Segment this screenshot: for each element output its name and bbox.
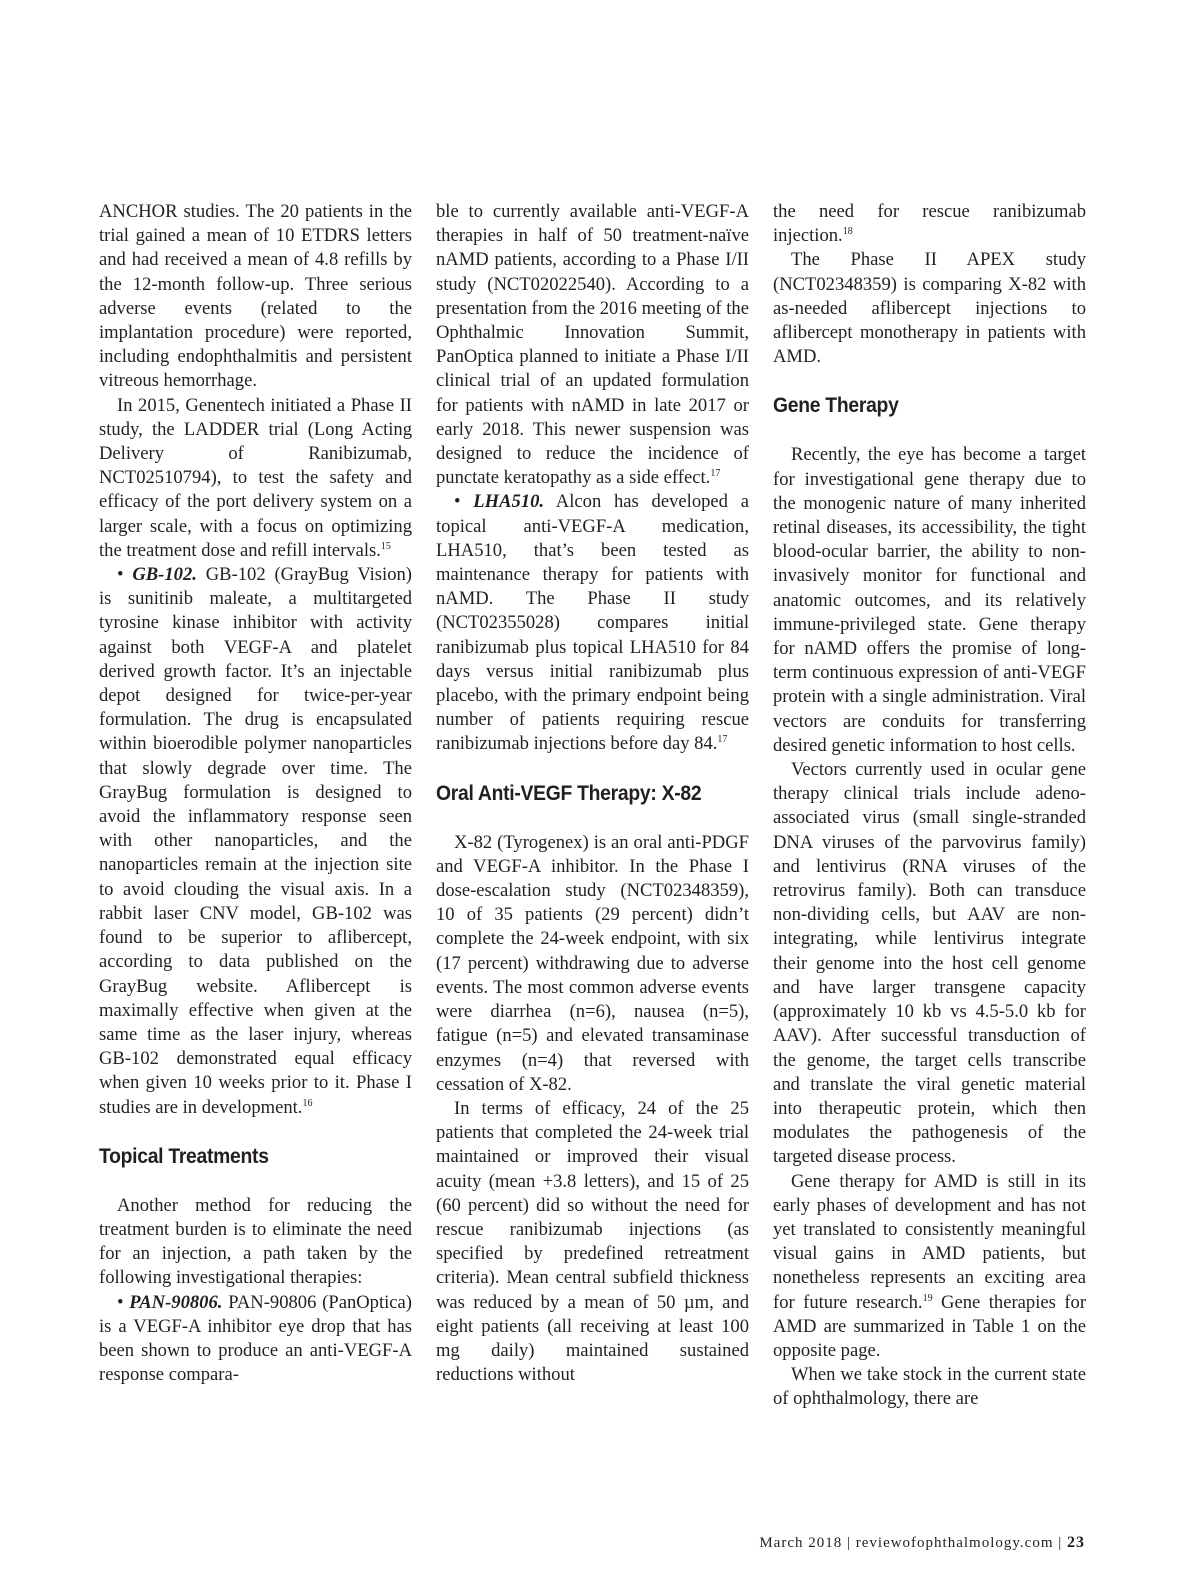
paragraph-text: Alcon has developed a topical anti-VEGF-A medication, LHA510, that’s been tested as maintenance therapy for patients with nAMD. The Phase II study (NCT02355028) compares initial ranibizumab plus topical LHA510 for 84 days versus initial ranibizumab plus placebo, with the primary endpoint being number of patients requiring rescue ranibizumab injections before day 84. — [436, 491, 749, 755]
website: reviewofophthalmology.com — [855, 1535, 1054, 1551]
footer-separator: | — [842, 1535, 856, 1551]
paragraph — [436, 200, 749, 490]
paragraph-text: In 2015, Genentech initiated a Phase II study, the LADDER trial (Long Acting Delivery of Ranibizumab, NCT02510794), to test the safety and efficacy of the port delivery system on a larger scale, with a focus on optimizing the treatment dose and refill intervals. — [99, 394, 412, 561]
paragraph — [773, 200, 1086, 248]
paragraph — [99, 1194, 412, 1291]
paragraph — [773, 248, 1086, 369]
reference-number: 19 — [922, 1292, 933, 1304]
bullet-paragraph: • GB-102. GB-102 (GrayBug Vision) is sunitinib maleate, a multitargeted tyrosine kinase inhibitor with activity against both VEGF-A and platelet derived growth factor. It’s an injectable depot designed for twice-per-year formulation. The drug is encapsulated within bioerodible polymer nanoparticles that slowly degrade over time. The GrayBug formulation is designed to avoid the inflammatory response seen with other nanoparticles, and the nanoparticles remain at the injection site to avoid clouding the visual axis. In a rabbit laser CNV model, GB-102 was found to be superior to aflibercept, according to data published on the GrayBug website. Aflibercept is maximally effective when given at the same time as the laser injury, whereas GB-102 demonstrated equal efficacy when given 10 weeks prior to it. Phase I studies are in development.$^{16}$ — [99, 564, 412, 1118]
paragraph-text: Recently, the eye has become a target for investigational gene therapy due to the monogenic nature of many inherited retinal diseases, its accessibility, the tight blood-ocular barrier, the ability to non-invasively monitor for functional and anatomic outcomes, and its relatively immune-privileged state. Gene therapy for nAMD offers the promise of long-term continuous expression of anti-VEGF protein with a single administration. Viral vectors are conduits for transferring desired genetic information to host cells. — [773, 444, 1086, 756]
paragraph-text: X-82 (Tyrogenex) is an oral anti-PDGF and VEGF-A inhibitor. In the Phase I dose-escalation study (NCT02348359), 10 of 35 patients (29 percent) didn’t complete the 24-week endpoint, with six (17 percent) withdrawing due to adverse events. The most common adverse events were diarrhea (n=6), nausea (n=5), fatigue (n=5) and elevated transaminase enzymes (n=4) that reversed with cessation of X-82. — [436, 831, 749, 1095]
reference-number: 16 — [302, 1097, 313, 1109]
column-3 — [773, 200, 1086, 1412]
column-1 — [99, 200, 412, 1387]
paragraph-text: GB-102 (GrayBug Vision) is sunitinib maleate, a multitargeted tyrosine kinase inhibitor with activity against both VEGF-A and platelet derived growth factor. It’s an injectable depot designed for twice-per-year formulation. The drug is encapsulated within bioerodible polymer nanoparticles that slowly degrade over time. The GrayBug formulation is designed to avoid the inflammatory response seen with other nanoparticles, and the nanoparticles remain at the injection site to avoid clouding the visual axis. In a rabbit laser CNV model, GB-102 was found to be superior to aflibercept, according to data published on the GrayBug website. Aflibercept is maximally effective when given at the same time as the laser injury, whereas GB-102 demonstrated equal efficacy when given 10 weeks prior to it. Phase I studies are in development. — [99, 564, 412, 1118]
paragraph-text: PAN-90806 (PanOptica) is a VEGF-A inhibitor eye drop that has been shown to produce an anti-VEGF-A response compara- — [99, 1291, 412, 1386]
paragraph-text: Gene therapy for AMD is still in its early phases of development and has not yet translated to consistently meaningful visual gains in AMD patients, but nonetheless represents an exciting area for future research. — [773, 1170, 1086, 1313]
paragraph-text: Gene therapies for AMD are summarized in Table 1 on the opposite page. — [773, 1291, 1087, 1361]
paragraph-text: In terms of efficacy, 24 of the 25 patients that completed the 24-week trial maintained or improved their visual acuity (mean +3.8 letters), and 15 of 25 (60 percent) did so without the need for rescue ranibizumab injections (as specified by predefined retreatment criteria). Mean central subfield thickness was reduced by a mean of 50 µm, and eight patients (all receiving at least 100 mg daily) maintained sustained reductions without — [436, 1097, 749, 1386]
section-heading-oral-anti-vegf: Oral Anti-VEGF Therapy: X-82 — [436, 781, 702, 805]
page-footer — [759, 1534, 1085, 1552]
paragraph — [773, 1363, 1086, 1411]
paragraph — [99, 394, 412, 563]
page-number: 23 — [1067, 1534, 1085, 1551]
paragraph-text: Another method for reducing the treatment burden is to eliminate the need for an injection, a path taken by the following investigational therapies: — [99, 1194, 412, 1289]
issue-date: March 2018 — [759, 1535, 843, 1551]
paragraph-text: The Phase II APEX study (NCT02348359) is comparing X-82 with as-needed aflibercept injections to aflibercept monotherapy in patients with AMD. — [773, 249, 1086, 368]
reference-number: 15 — [380, 540, 391, 552]
reference-number: 17 — [717, 734, 728, 746]
footer-separator: | — [1053, 1535, 1067, 1551]
column-2 — [436, 200, 749, 1387]
bullet-heading: LHA510. — [473, 491, 545, 513]
paragraph-text: When we take stock in the current state of ophthalmology, there are — [773, 1364, 1086, 1410]
section-heading-gene-therapy: Gene Therapy — [773, 394, 899, 418]
paragraph — [773, 1170, 1086, 1364]
paragraph — [773, 758, 1086, 1169]
paragraph — [773, 443, 1086, 758]
paragraph-text: ble to currently available anti-VEGF-A therapies in half of 50 treatment-naïve nAMD patients, according to a Phase I/II study (NCT02022540). According to a presentation from the 2016 meeting of the Ophthalmic Innovation Summit, PanOptica planned to initiate a Phase I/II clinical trial of an updated formulation for patients with nAMD in late 2017 or early 2018. This newer suspension was designed to reduce the incidence of punctate keratopathy as a side effect. — [436, 201, 749, 489]
paragraph-text: the need for rescue ranibizumab injection. — [773, 201, 1086, 247]
bullet-paragraph: • PAN-90806. PAN-90806 (PanOptica) is a VEGF-A inhibitor eye drop that has been shown to produce an anti-VEGF-A response compara- — [99, 1291, 412, 1386]
section-heading-topical-treatments: Topical Treatments — [99, 1144, 269, 1168]
reference-number: 18 — [842, 226, 853, 238]
paragraph-text: ANCHOR studies. The 20 patients in the trial gained a mean of 10 ETDRS letters and had received a mean of 4.8 refills by the 12-month follow-up. Three serious adverse events (related to the implantation procedure) were reported, including endophthalmitis and persistent vitreous hemorrhage. — [99, 201, 412, 392]
bullet-heading: GB-102. — [132, 564, 197, 586]
paragraph — [99, 200, 412, 394]
reference-number: 17 — [710, 468, 721, 480]
bullet-paragraph: • LHA510. Alcon has developed a topical anti-VEGF-A medication, LHA510, that’s been tested as maintenance therapy for patients with nAMD. The Phase II study (NCT02355028) compares initial ranibizumab plus topical LHA510 for 84 days versus initial ranibizumab plus placebo, with the primary endpoint being number of patients requiring rescue ranibizumab injections before day 84.17 — [436, 491, 749, 755]
bullet-heading: PAN-90806. — [129, 1291, 223, 1313]
paragraph-text: Vectors currently used in ocular gene therapy clinical trials include adeno-associated virus (small single-stranded DNA viruses of the parvovirus family) and lentivirus (RNA viruses of the retrovirus family). Both can transduce non-dividing cells, but AAV are non-integrating, while lentivirus integrate their genome into the host cell genome and have larger transgene capacity (approximately 10 kb vs 4.5-5.0 kb for AAV). After successful transduction of the genome, the target cells transcribe and translate the viral genetic material into therapeutic protein, which then modulates the pathogenesis of the targeted disease process. — [773, 759, 1086, 1168]
paragraph — [436, 831, 749, 1097]
paragraph — [436, 1097, 749, 1387]
